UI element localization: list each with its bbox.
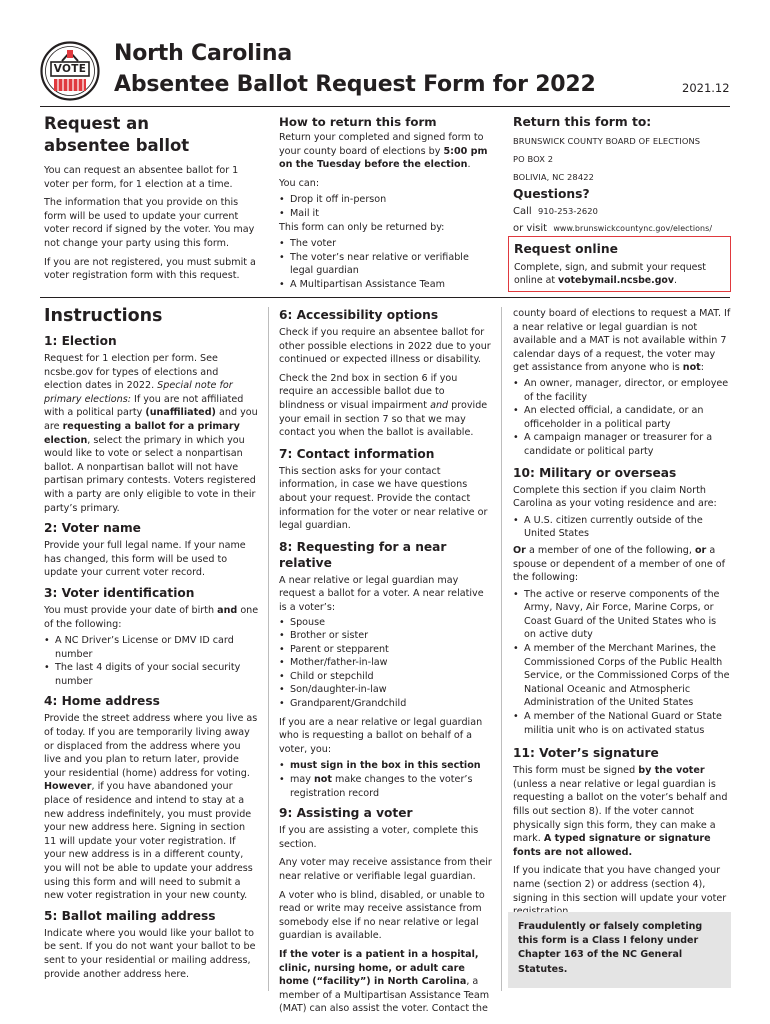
questions-visit: or visit www.brunswickcountync.gov/elections/: [513, 223, 713, 234]
list-item: • Brother or sister: [279, 629, 493, 643]
list-item: • The voter: [279, 237, 495, 251]
list-item: • must sign in the box in this section: [279, 759, 493, 773]
request-section: [44, 113, 258, 283]
s9-p2: Any voter may receive assistance from their near relative or verifiable legal guardian.: [279, 857, 492, 882]
s8-p2: If you are a near relative or legal guardian who is requesting a ballot on behalf of a voter, you:: [279, 716, 483, 755]
how-to-return-heading: How to return this form: [279, 115, 437, 129]
form-number: 2021.12: [682, 81, 730, 95]
column-divider-left: [268, 307, 269, 991]
s9-heading: 9: Assisting a voter: [279, 806, 413, 821]
return-to-heading: Return this form to:: [513, 115, 652, 129]
s10-list1: [513, 514, 731, 541]
list-item: • The last 4 digits of your social security number: [44, 661, 259, 688]
list-item: • A campaign manager or treasurer for a candidate or political party: [513, 431, 731, 458]
how-to-return-p1: Return your completed and signed form to your county board of elections by 5:00 pm on the Tuesday before the election.: [279, 132, 488, 171]
s9-p4: If the voter is a patient in a hospital, clinic, nursing home, or adult care home (“facility”) in North Carolina, a member of a Multipartisan Assistance Team (MAT) can also assist the voter. Contact the: [279, 948, 490, 1015]
list-item: • Grandparent/Grandchild: [279, 697, 493, 711]
elections-url[interactable]: www.brunswickcountync.gov/elections/: [553, 224, 713, 233]
list-item: • A U.S. citizen currently outside of the United States: [513, 514, 731, 541]
s10-or-text: Or a member of one of the following, or a spouse or dependent of a member of one of the following:: [513, 544, 726, 584]
list-item: • Mail it: [279, 207, 495, 221]
s4-text: Provide the street address where you live as of today. If you are temporarily living away or displaced from the address where you live and you plan to return later, provide your residential (home) address for voting. However, if you have abandoned your place of residence and intend to stay at a new address indefinitely, you must provide your new address here. Signing in section 11 will update your voter registration. If your new address is in a different county, you will not be able to update your address using this form and will need to submit a new voter registration in your new county.: [44, 713, 258, 902]
s9-p1: If you are assisting a voter, complete this section.: [279, 825, 479, 850]
return-address-line1: BRUNSWICK COUNTY BOARD OF ELECTIONS: [513, 136, 701, 146]
how-to-return-section: [279, 114, 495, 292]
questions-heading: Questions?: [513, 187, 590, 201]
logo-text: VOTE: [53, 63, 87, 75]
s1-text: Request for 1 election per form. See ncsbe.gov for types of elections and election dates in 2022. Special note for primary elections: If you are not affiliated with a political party (unaffiliated) and you are requesting a ballot for a primary election, select the primary in which you would like to vote or select a nonpartisan ballot. A nonpartisan ballot will not have partisan primary contests. Voters registered with a party are only eligible to vote in their party’s primary.: [44, 353, 258, 514]
vote-logo: [40, 41, 100, 101]
list-item: • Mother/father-in-law: [279, 656, 493, 670]
list-item: • The active or reserve components of the Army, Navy, Air Force, Marine Corps, or Coast Guard of the United States who is on active duty: [513, 588, 731, 642]
section-rule: [40, 297, 730, 298]
instructions-column: [44, 305, 259, 981]
right-column: [513, 307, 731, 919]
list-item: • A member of the National Guard or State militia unit who is on activated status: [513, 710, 731, 737]
s5-heading: 5: Ballot mailing address: [44, 908, 216, 923]
s11-heading: 11: Voter’s signature: [513, 746, 659, 761]
questions-call: Call 910-253-2620: [513, 206, 599, 217]
page-title-line2: Absentee Ballot Request Form for 2022: [114, 72, 596, 97]
request-p1: You can request an absentee ballot for 1 voter per form, for 1 election at a time.: [44, 165, 239, 190]
list-item: • Son/daughter-in-law: [279, 683, 493, 697]
s4-heading: 4: Home address: [44, 694, 160, 709]
list-item: • A Multipartisan Assistance Team: [279, 278, 495, 292]
s7-text: This section asks for your contact information, in case we have questions about your request. Provide the contact information for the voter or near relative or legal guardian.: [279, 465, 488, 532]
s11-p2: If you indicate that you have changed your name (section 2) or address (section 4), signing in this section will update your voter: [513, 865, 727, 904]
request-online-text: Complete, sign, and submit your request online at votebymail.ncsbe.gov.: [514, 262, 706, 287]
return-address-line3: BOLIVIA, NC 28422: [513, 172, 594, 182]
s10-list2: [513, 588, 731, 738]
s8-list: [279, 616, 493, 711]
s7-heading: 7: Contact information: [279, 446, 435, 461]
return-address-line2: PO BOX 2: [513, 154, 554, 164]
felony-text: Fraudulently or falsely completing this form is a Class I felony under Chapter 163 of the NC General Statutes.: [518, 921, 703, 975]
felony-notice: [508, 912, 731, 988]
s6-heading: 6: Accessibility options: [279, 308, 439, 322]
s9-cont-list: [513, 377, 731, 459]
s10-heading: 10: Military or overseas: [513, 465, 677, 480]
list-item: • Drop it off in-person: [279, 193, 495, 207]
s1-heading: 1: Election: [44, 334, 117, 348]
s2-heading: 2: Voter name: [44, 521, 141, 536]
s3-text: You must provide your date of birth and one of the following:: [44, 604, 259, 630]
middle-column: [279, 307, 493, 1016]
request-heading-line1: Request an: [44, 114, 149, 133]
can-list: [279, 193, 495, 220]
request-online-box: [508, 236, 731, 292]
s6-p2: Check the 2nd box in section 6 if you require an accessible ballot due to blindness or visual impairment and provide your email in section 7 so that we may contact you when the ballot is available.: [279, 372, 488, 439]
list-item: • may not make changes to the voter’s registration record: [279, 773, 493, 800]
page-title-line1: North Carolina: [114, 41, 292, 66]
return-to-section: [513, 114, 731, 237]
only-list: [279, 237, 495, 291]
request-p2: The information that you provide on this form will be used to update your current voter record if signed by the voter. You may not change your party using this form.: [44, 197, 255, 249]
instructions-heading: Instructions: [44, 306, 163, 326]
column-divider-right: [501, 307, 502, 991]
list-item: • An elected official, a candidate, or an officeholder in a political party: [513, 404, 731, 431]
s9-continued: county board of elections to request a MAT. If a near relative or legal guardian is not available and a MAT is not available within 7 calendar days of a request, the voter may get assistance from anyone who is not:: [513, 308, 731, 374]
s3-list: [44, 634, 259, 688]
request-online-heading: Request online: [514, 242, 618, 256]
s8-heading: 8: Requesting for a near relative: [279, 539, 447, 570]
s6-p1: Check if you require an absentee ballot for other possible elections in 2022 due to your continued or expected illness or disability.: [279, 327, 491, 366]
s3-heading: 3: Voter identification: [44, 585, 195, 600]
list-item: • A NC Driver’s License or DMV ID card number: [44, 634, 259, 661]
header-rule: [40, 106, 730, 107]
s11-p1: This form must be signed by the voter (unless a near relative or legal guardian is requesting a ballot on the voter’s behalf and fills out section 8). If the voter cannot physically sign this form, they can make a mark. A typed signature or signature fonts are not allowed.: [513, 765, 728, 858]
can-label: You can:: [279, 177, 320, 189]
list-item: • Child or stepchild: [279, 670, 493, 684]
s8-text: A near relative or legal guardian may request a ballot for a voter. A near relative is a voter’s:: [279, 574, 484, 613]
list-item: • An owner, manager, director, or employee of the facility: [513, 377, 731, 404]
s9-p3: A voter who is blind, disabled, or unable to read or write may receive assistance from somebody else if no near relative or legal guardian is available.: [279, 889, 485, 942]
s5-text: Indicate where you would like your ballot to be sent. If you do not want your ballot to be sent to your residential or mailing address, provide another address here.: [44, 927, 256, 980]
phone-number: 910-253-2620: [538, 206, 599, 216]
request-heading-line2: absentee ballot: [44, 136, 190, 155]
list-item: • Parent or stepparent: [279, 643, 493, 657]
s10-text: Complete this section if you claim North Carolina as your voting residence and are:: [513, 484, 717, 510]
s2-text: Provide your full legal name. If your name has changed, this form will be used to update your current voter record.: [44, 540, 246, 579]
votebymail-link[interactable]: votebymail.ncsbe.gov: [557, 275, 674, 287]
list-item: • The voter’s near relative or verifiable legal guardian: [279, 251, 495, 278]
request-p3: If you are not registered, you must submit a voter registration form with this request.: [44, 256, 256, 282]
list-item: • Spouse: [279, 616, 493, 630]
list-item: • A member of the Merchant Marines, the Commissioned Corps of the Public Health Service, or the Commissioned Corps of the National Oceanic and Atmospheric Administration of the United States: [513, 642, 731, 710]
only-label: This form can only be returned by:: [279, 221, 445, 233]
s8-list2: [279, 759, 493, 800]
